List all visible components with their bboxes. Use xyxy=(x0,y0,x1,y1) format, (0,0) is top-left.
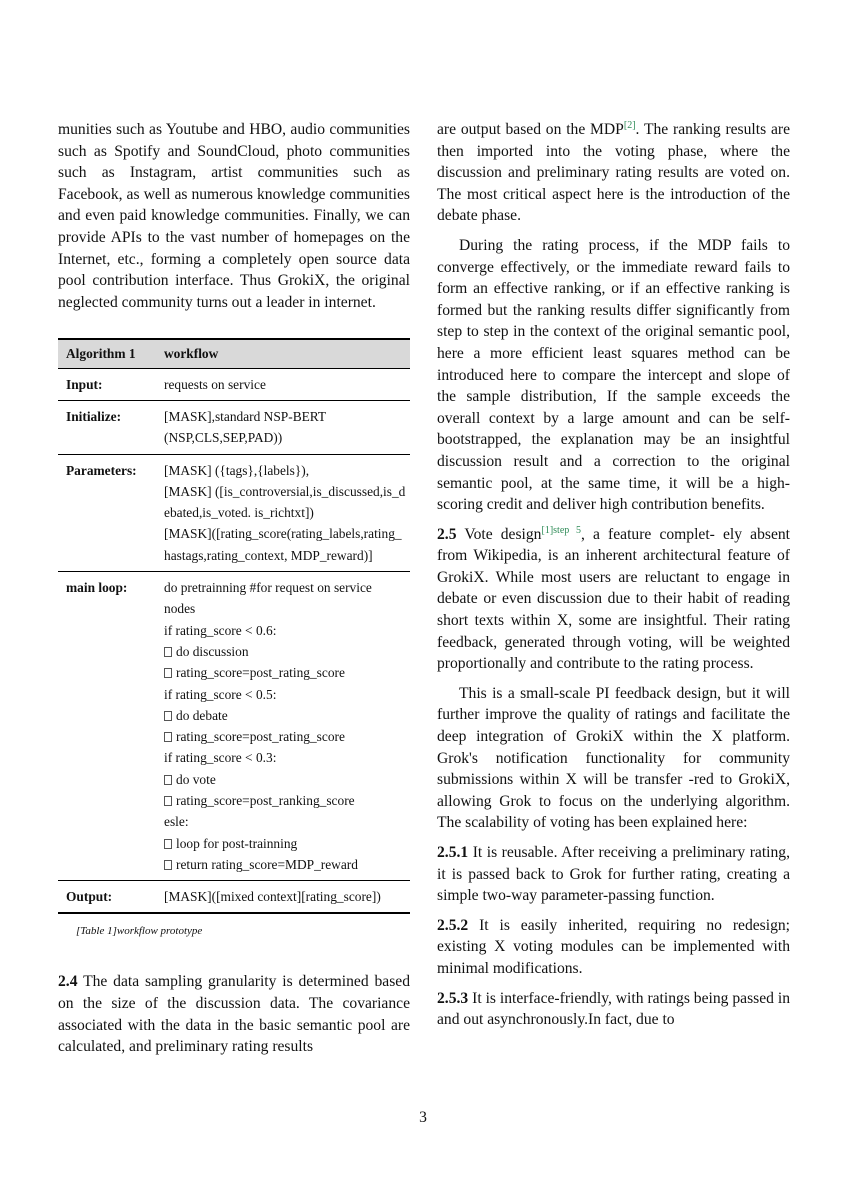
loop-line-item: do discussion xyxy=(164,641,406,662)
placeholder-glyph-icon xyxy=(164,860,172,870)
table-caption: [Table 1]workflow prototype xyxy=(76,925,203,938)
input-value: requests on service xyxy=(156,368,410,400)
section-title: Vote design xyxy=(464,525,542,543)
parameters-value xyxy=(156,454,410,571)
loop-line: if rating_score < 0.3: xyxy=(164,750,277,766)
output-row xyxy=(58,881,410,914)
section-number: 2.4 xyxy=(58,973,78,991)
initialize-label: Initialize: xyxy=(58,400,156,454)
output-value: [MASK]([mixed context][rating_score]) xyxy=(156,881,410,914)
algorithm-table xyxy=(58,338,410,914)
left-column xyxy=(58,119,410,1058)
paragraph-rating-process: During the rating process, if the MDP fails to converge effectively, or the immediate reward fails to form an effective ranking, or if an effective ranking is formed but the ranking results differ significantly from step to step in the context of the original semantic pool, here a more efficient least squares method can be introduced here to compare the intercept and slope of the sample distribution, If the sample exceeds the overall context by a large amount and can be self-bootstrapped, the explanation may be an insightful discussion result and a correction to the original semantic pool, at the same time, it will be a high-scoring credit and deliver high contribution benefits. xyxy=(437,236,790,514)
main-loop-label: main loop: xyxy=(58,572,156,881)
output-label: Output: xyxy=(58,881,156,914)
placeholder-glyph-icon xyxy=(164,775,172,785)
parameter-line: [MASK] ([is_controversial,is_discussed,is_debated,is_voted. is_richtxt]) xyxy=(164,483,406,521)
loop-line-item: rating_score=post_rating_score xyxy=(164,726,406,747)
right-column xyxy=(437,119,790,1031)
paragraph-pi-feedback: This is a small-scale PI feedback design, but it will further improve the quality of ratings and facilitate the deep integration of GrokiX within the X platform. Grok's notification functionality for community submissions within X will be transfer -red to GrokiX, allowing Grok to focus on the underlying algorithm. The scalability of voting has been explained here: xyxy=(437,684,790,832)
parameter-line: [MASK] ({tags},{labels}), xyxy=(164,462,310,478)
algorithm-header-row xyxy=(58,339,410,368)
initialize-value: [MASK],standard NSP-BERT (NSP,CLS,SEP,PAD)) xyxy=(156,400,410,454)
section-2-4 xyxy=(58,971,410,1057)
section-text: The data sampling granularity is determined based on the size of the discussion data. The covariance associated with the data in the basic semantic pool are calculated, and preliminary rating results xyxy=(58,973,410,1056)
citation-link[interactable]: [1]step 5 xyxy=(541,524,581,536)
loop-line: do pretrainning #for request on service nodes xyxy=(164,580,372,617)
loop-line-item: rating_score=post_rating_score xyxy=(164,662,406,683)
loop-line-item: rating_score=post_ranking_score xyxy=(164,790,406,811)
section-number: 2.5 xyxy=(437,525,457,543)
parameters-label: Parameters: xyxy=(58,454,156,571)
algorithm-label: Algorithm 1 xyxy=(58,339,156,368)
loop-line-item: return rating_score=MDP_reward xyxy=(164,854,406,875)
parameter-line: [MASK]([rating_score(rating_labels,rating_hastags,rating_context, MDP_reward)] xyxy=(164,526,402,563)
placeholder-glyph-icon xyxy=(164,796,172,806)
placeholder-glyph-icon xyxy=(164,647,172,657)
loop-line: if rating_score < 0.5: xyxy=(164,686,277,702)
placeholder-glyph-icon xyxy=(164,732,172,742)
initialize-row xyxy=(58,400,410,454)
section-2-5: 2.5 Vote design$^{[1]step 5}$, a feature complet- ely absent from Wikipedia, is an inherent architectural feature of GrokiX. While most users are reluctant to engage in debate or even discussion due to their habit of reading short texts within X, some are insightful. Their rating feedback, generated through voting, will be weighted proportionally and contribute to the rating process. xyxy=(437,524,790,673)
placeholder-glyph-icon xyxy=(164,839,172,849)
loop-line-item: do debate xyxy=(164,705,406,726)
section-2-5-3: 2.5.3 It is interface-friendly, with ratings being passed in and out asynchronously.In fact, due to xyxy=(437,989,791,1029)
parameters-row xyxy=(58,454,410,571)
loop-line-item: loop for post-trainning xyxy=(164,833,406,854)
placeholder-glyph-icon xyxy=(164,668,172,678)
main-loop-value xyxy=(156,572,410,881)
paragraph-mdp: are output based on the MDP[2]. The ranking results are then imported into the voting phase, where the discussion and preliminary rating results are voted on. The most critical aspect here is the introduction of the debate phase. xyxy=(437,120,790,225)
section-2-5-2: 2.5.2 It is easily inherited, requiring no redesign; existing X voting modules can be implemented with minimal modifications. xyxy=(437,916,790,977)
section-2-5-1: 2.5.1 It is reusable. After receiving a preliminary rating, it is passed back to Grok for further rating, creating a simple two-way parameter-passing function. xyxy=(437,844,790,905)
loop-line: if rating_score < 0.6: xyxy=(164,622,277,638)
page-number: 3 xyxy=(419,1109,427,1126)
input-row xyxy=(58,368,410,400)
algorithm-title: workflow xyxy=(156,339,410,368)
intro-paragraph: munities such as Youtube and HBO, audio communities such as Spotify and SoundCloud, photo communities such as Instagram, artist communities such as Facebook, as well as numerous knowledge communities and even paid knowledge communities. Finally, we can provide APIs to the vast number of homepages on the Internet, etc., forming a completely open source data pool contribution interface. Thus GrokiX, the original neglected community turns out a leader in internet. xyxy=(58,121,410,311)
loop-line: esle: xyxy=(164,814,189,830)
main-loop-row xyxy=(58,572,410,881)
placeholder-glyph-icon xyxy=(164,711,172,721)
citation-link[interactable]: [2] xyxy=(623,120,636,131)
loop-line-item: do vote xyxy=(164,769,406,790)
input-label: Input: xyxy=(58,368,156,400)
